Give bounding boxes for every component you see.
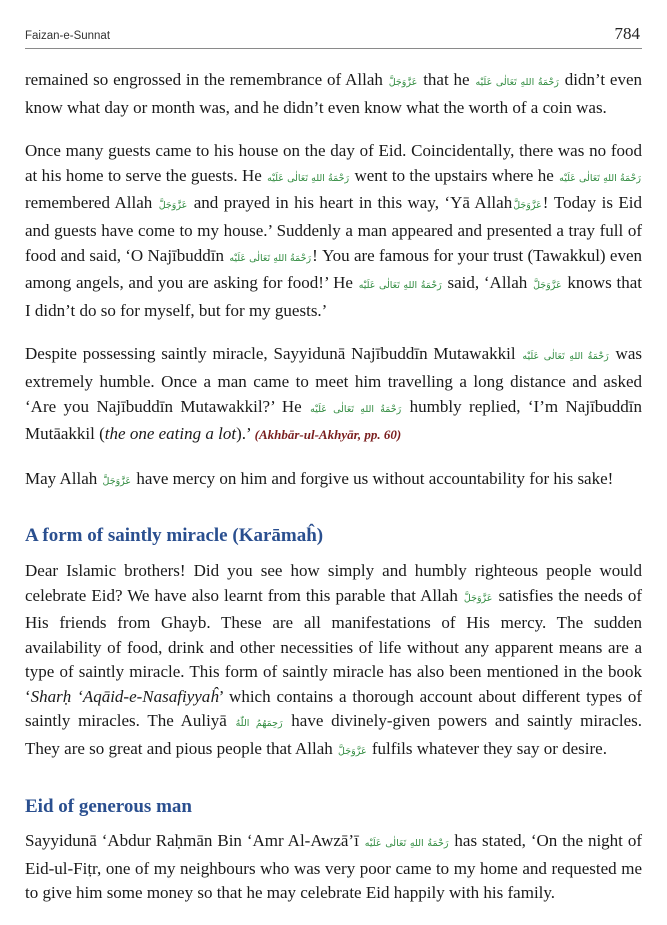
paragraph-3 — [25, 342, 642, 447]
text-span: Sayyidunā ‘Abdur Raḥmān Bin ‘Amr Al-Awzā’ī — [25, 831, 359, 851]
honorific-rahmatullah: رَحْمَةُ اللهِ تَعَالٰى عَلَيْه — [364, 838, 449, 850]
honorific-azzawajal: عَزَّوَجَلَّ — [533, 280, 562, 292]
text-span: humbly replied, ‘I’m Najībuddīn Mutāakkil ( — [25, 396, 643, 444]
honorific-azzawajal: عَزَّوَجَلَّ — [513, 200, 542, 212]
honorific-rahmatullah: رَحْمَةُ اللهِ تَعَالٰى عَلَيْه — [267, 172, 350, 184]
text-span: went to the upstairs where he — [354, 165, 554, 185]
honorific-azzawajal: عَزَّوَجَلَّ — [158, 200, 188, 212]
italic-book-title: Sharḥ ‘Aqāid-e-Nasafiyyaĥ — [30, 686, 219, 706]
text-span: remained so engrossed in the remembrance of Allah — [25, 70, 383, 89]
text-span: was extremely humble. Once a man came to meet him travelling a long distance and asked ‘Are you Najībuddīn Mutawakkil?’ He — [25, 344, 642, 416]
text-span: Once many guests came to his house on the day of Eid. Coincidentally, there was no food at his home to serve the guests. He — [25, 141, 642, 185]
text-span: ! You are famous for your trust (Tawakkul) even among angels, and you are asking for food!’ He — [25, 245, 642, 293]
text-span: have divinely-given powers and saintly miracles. They are so great and pious people that Allah — [25, 711, 643, 759]
text-span: ).’ — [236, 424, 251, 444]
text-span: ’ which contains a thorough account about different types of saintly miracles. The Auliyā — [25, 686, 642, 731]
text-span: that he — [423, 70, 470, 89]
honorific-azzawajal: عَزَّوَجَلَّ — [102, 475, 132, 487]
text-span: May Allah — [25, 468, 98, 488]
text-span: said, ‘Allah — [447, 273, 528, 293]
honorific-azzawajal: عَزَّوَجَلَّ — [463, 592, 493, 604]
italic-gloss: the one eating a lot — [104, 424, 237, 444]
paragraph-5 — [25, 559, 642, 765]
paragraph-2 — [25, 139, 642, 323]
honorific-azzawajal: عَزَّوَجَلَّ — [338, 746, 367, 758]
text-span: remembered Allah — [25, 193, 153, 213]
text-span: and prayed in his heart in this way, ‘Yā Allah — [193, 193, 513, 213]
honorific-rahimahumullah: رَحِمَهُمُ اللّٰهُ — [235, 718, 283, 730]
paragraph-4 — [25, 467, 642, 495]
honorific-rahmatullah: رَحْمَةُ اللهِ تَعَالٰى عَلَيْه — [522, 351, 609, 363]
text-span: Despite possessing saintly miracle, Sayyidunā Najībuddīn Mutawakkil — [25, 344, 516, 364]
honorific-azzawajal: عَزَّوَجَلَّ — [388, 77, 418, 88]
text-span: didn’t even know what day or month was, and he didn’t even know what the worth of a coin was. — [25, 70, 643, 117]
page-header — [25, 22, 642, 49]
text-span: satisfies the needs of His friends from Ghayb. These are all manifestations of His mercy. The sudden availability of food, drink and other necessities of life without any apparent means are a type of saintly miracle. This form of saintly miracle has also been mentioned in the book ‘ — [25, 585, 642, 706]
text-span: Dear Islamic brothers! Did you see how simply and humbly righteous people would celebrate Eid? We have also learnt from this parable that Allah — [25, 560, 642, 605]
page-number: 784 — [614, 24, 640, 43]
text-span: have mercy on him and forgive us without accountability for his sake! — [136, 468, 614, 488]
book-title: Faizan-e-Sunnat — [25, 30, 111, 42]
honorific-rahmatullah: رَحْمَةُ اللهِ تَعَالٰى عَلَيْه — [310, 403, 402, 415]
honorific-rahmatullah: رَحْمَةُ اللهِ تَعَالٰى عَلَيْه — [229, 252, 312, 264]
paragraph-1 — [25, 68, 642, 120]
honorific-rahmatullah: رَحْمَةُ اللهِ تَعَالٰى عَلَيْه — [358, 280, 442, 292]
reference-citation: (Akhbār-ul-Akhyār, pp. 60) — [254, 427, 402, 443]
honorific-rahmatullah: رَحْمَةُ اللهِ تَعَالٰى عَلَيْه — [475, 77, 559, 88]
section-heading-eid-generous-man: Eid of generous man — [25, 795, 192, 817]
section-heading-saintly-miracle: A form of saintly miracle (Karāmaĥ) — [25, 525, 324, 547]
honorific-rahmatullah: رَحْمَةُ اللهِ تَعَالٰى عَلَيْه — [559, 172, 642, 184]
text-span: fulfils whatever they say or desire. — [371, 739, 607, 759]
page-body — [25, 68, 642, 925]
text-span: ! Today is Eid and guests have come to my house.’ Suddenly a man appeared and presented a tray full of food and said, ‘O Najībuddīn — [25, 193, 642, 265]
text-span: has stated, ‘On the night of Eid-ul-Fiṭr, one of my neighbours who was very poor came to my home and requested me to give him some money so that he may celebrate Eid happily with his family. — [25, 831, 643, 903]
paragraph-6 — [25, 829, 642, 906]
text-span: knows that I didn’t do so for myself, but for my guests.’ — [25, 273, 643, 320]
